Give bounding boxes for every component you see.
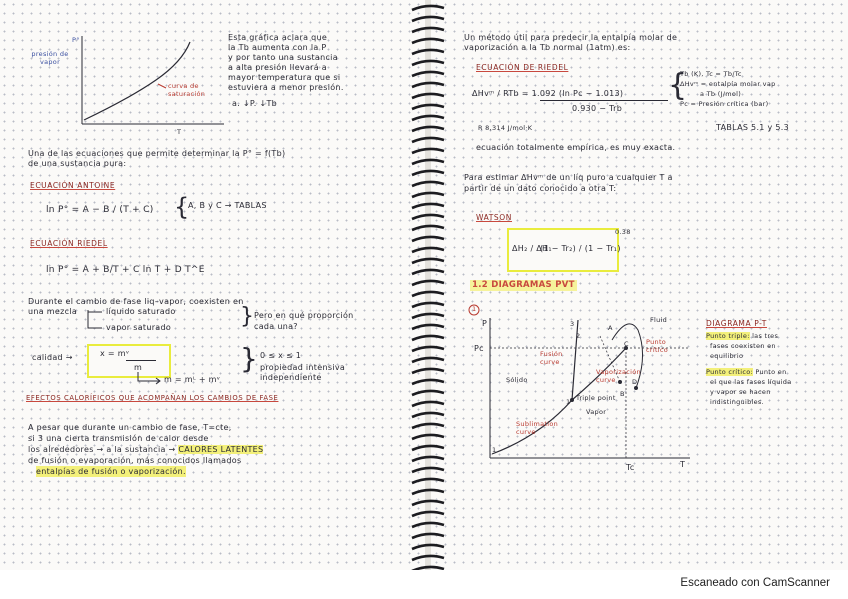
- pvt-tc: Tc: [626, 463, 635, 472]
- pvt-fluid: Fluid: [650, 316, 668, 324]
- riedel-empirical: ecuación totalmente empírica, es muy exacta.: [476, 143, 676, 152]
- pt-critical-line-1: [706, 368, 787, 376]
- pvt-section-title: 1.2 DIAGRAMAS PVT: [472, 280, 575, 290]
- quality-arrow: [134, 372, 164, 386]
- right-intro-line-2: vaporización a la Tb normal (1atm) es:: [464, 43, 631, 52]
- watson-rhs: (1 − Tr₂) / (1 − Tr₁): [540, 244, 621, 253]
- phase-question: Pero en qué proporción: [254, 311, 354, 320]
- pt-critical-line-4: indistinguibles.: [710, 398, 764, 406]
- explanation-line-7: a. ↓P. ↓Tb: [232, 99, 278, 108]
- right-intro-line-1: Un método útil para predecir la entalpía molar de: [464, 33, 678, 42]
- phase-liquid: líquido saturado: [106, 307, 176, 316]
- pvt-critical: Punto crítico: [646, 338, 669, 354]
- phase-brace: }: [240, 304, 255, 329]
- pvt-point-2: 2: [576, 332, 581, 340]
- phase-branch-lines: [84, 308, 106, 332]
- estimate-line-1: Para estimar ΔHvᵐ de un líq puro a cualquier T a: [464, 173, 673, 182]
- phase-question-2: cada una?: [254, 322, 298, 331]
- antoine-brace: {: [174, 193, 190, 221]
- pvt-solid: Sólido: [506, 376, 528, 384]
- explanation-line-1: Esta gráfica aclara que: [228, 33, 328, 42]
- spiral-binding: [408, 0, 448, 570]
- quality-fraction-bar: [126, 360, 156, 361]
- phase-line-2: una mezcla: [28, 307, 78, 316]
- pvt-vapor: Vapor: [586, 408, 607, 416]
- riedel-brace: {: [668, 68, 688, 103]
- pvt-point-b: B: [620, 390, 625, 398]
- heat-line-5: entalpías de fusión o vaporización.: [36, 467, 186, 476]
- graph-curve-label: curva de saturación: [168, 82, 206, 98]
- heat-line-2: si 3 una cierta transmisión de calor desde: [28, 434, 209, 443]
- watson-title: WATSON: [476, 213, 513, 222]
- watson-lhs: ΔH₂ / ΔH₁: [512, 244, 552, 253]
- explanation-line-3: y por tanto una sustancia: [228, 53, 338, 62]
- pvt-point-c: C: [624, 340, 629, 348]
- graph-x-label: T: [177, 128, 182, 136]
- pvt-point-d: D: [632, 378, 638, 386]
- riedel-eq-formula: ln P° = A + B/T + C ln T + D T^E: [46, 265, 205, 275]
- riedel-note-4: Pc = Presión crítica (bar): [680, 100, 769, 108]
- pt-notes-title: DIAGRAMA P-T: [706, 319, 767, 328]
- explanation-line-6: estuviera a menor presión.: [228, 83, 344, 92]
- latent-heat-highlight: CALORES LATENTES: [178, 445, 264, 454]
- pvt-vaporization: Vaporización curve: [596, 368, 641, 384]
- quality-mass: m = mᴸ + mᵛ: [164, 375, 221, 384]
- riedel-r-const: R 8,314 J/mol·K: [478, 124, 533, 132]
- camscanner-watermark: Escaneado con CamScanner: [680, 577, 830, 589]
- pvt-triple: Triple point: [576, 394, 616, 402]
- pvt-sublimation: Sublimation curve: [516, 420, 559, 436]
- antoine-formula: ln P° = A − B / (T + C): [46, 205, 154, 215]
- pt-triple-line-3: equilibrio: [710, 352, 744, 360]
- graph-y-label: presión de vapor: [31, 50, 69, 66]
- riedel-note-2: ΔHvᵐ = entalpía molar vap: [680, 80, 776, 88]
- pvt-p-axis: P: [482, 319, 488, 328]
- pt-triple-line-1: [706, 332, 778, 340]
- heat-effects-title: EFECTOS CALORÍFICOS QUE ACOMPAÑAN LOS CAMBIOS DE FASE: [26, 394, 279, 402]
- phase-line-1: Durante el cambio de fase liq–vapor, coexisten en: [28, 297, 244, 306]
- estimate-line-2: partir de un dato conocido a otra T:: [464, 184, 617, 193]
- riedel-note-1: Tb (K), Tc = Tb/Tc: [680, 70, 742, 78]
- explanation-line-5: mayor temperatura que si: [228, 73, 341, 82]
- explanation-line-2: la Tb aumenta con la P: [228, 43, 327, 52]
- intro-line-2: de una sustancia pura:: [28, 159, 127, 168]
- pt-triple-text: las tres: [752, 332, 779, 340]
- heat-line-1: A pesar que durante un cambio de fase, T=cte,: [28, 423, 232, 432]
- pt-critical-line-3: y vapor se hacen: [710, 388, 771, 396]
- explanation-line-4: a alta presión llevará a: [228, 63, 328, 72]
- pvt-t-axis: T: [680, 460, 686, 469]
- antoine-note: A, B y C → TABLAS: [188, 201, 267, 210]
- quality-prop-1: propiedad intensiva: [260, 363, 346, 372]
- riedel-title: ECUACIÓN DE RIEDEL: [476, 63, 569, 72]
- riedel-tables: TABLAS 5.1 y 5.3: [716, 123, 790, 132]
- pvt-point-1b: 1: [492, 446, 497, 454]
- heat-line-4: de fusión o evaporación, más conocidos llamados: [28, 456, 242, 465]
- pvt-pc: Pc: [474, 344, 484, 353]
- heat-line-3a: los alrededores → a la sustancia →: [28, 445, 176, 454]
- riedel-fraction-bar: [540, 100, 668, 101]
- pt-triple-line-2: fases coexisten en: [710, 342, 776, 350]
- antoine-title: ECUACIÓN ANTOINE: [30, 181, 116, 190]
- quality-den: m: [134, 363, 143, 372]
- watson-exponent: 0.38: [615, 228, 631, 236]
- riedel-denominator: 0.930 − Trb: [572, 104, 623, 113]
- pvt-point-a: A: [608, 324, 613, 332]
- intro-line-1: Una de las ecuaciones que permite determinar la P° = f(Tb): [28, 149, 286, 158]
- quality-prop-2: independiente: [260, 373, 322, 382]
- pt-critical-term: Punto crítico:: [706, 368, 753, 376]
- phase-vapor: vapor saturado: [106, 323, 172, 332]
- quality-label: calidad →: [32, 353, 73, 362]
- riedel-note-3: a Tb (J/mol): [700, 90, 742, 98]
- quality-brace: }: [240, 342, 259, 375]
- riedel-numerator: ΔHvᵐ / RTb = 1.092 (ln Pc − 1.013): [472, 89, 624, 98]
- graph-y-top: P°: [72, 36, 80, 44]
- pvt-fusion: Fusión curve: [540, 350, 563, 366]
- pvt-circle-num: 1: [472, 305, 477, 313]
- quality-range: 0 ≤ x ≤ 1: [260, 351, 302, 360]
- pt-triple-term: Punto triple:: [706, 332, 750, 340]
- pt-critical-text: Punto en: [755, 368, 787, 376]
- pt-critical-line-2: el que las fases líquida: [710, 378, 792, 386]
- quality-num: x = mᵛ: [100, 349, 130, 358]
- heat-line-3: [28, 444, 263, 455]
- pvt-point-3: 3: [570, 320, 575, 328]
- riedel-eq-title: ECUACIÓN RIEDEL: [30, 239, 108, 248]
- pvt-point-1: 1: [566, 398, 571, 406]
